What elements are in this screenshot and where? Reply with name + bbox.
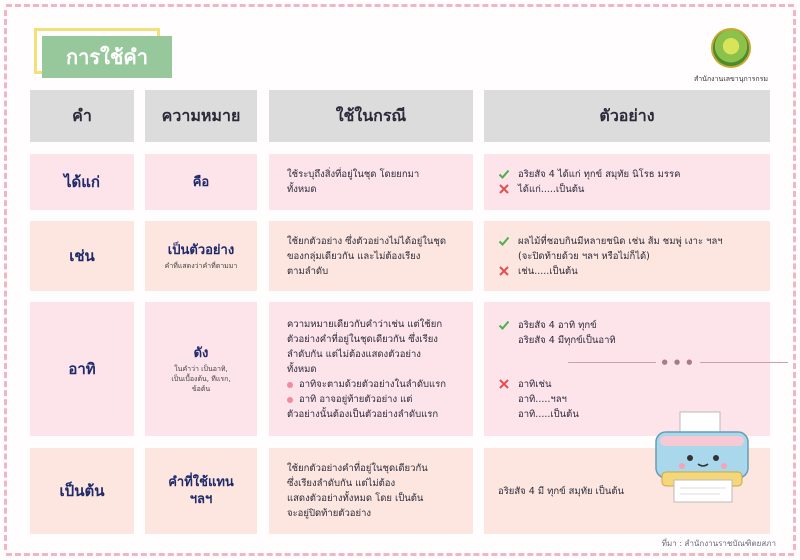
row1-meaning xyxy=(145,154,257,210)
bullet-icon xyxy=(287,397,293,403)
row4-example-text: อริยสัจ 4 มี ทุกข์ สมุทัย เป็นต้น xyxy=(498,485,624,497)
row2-example xyxy=(484,221,770,291)
row3-usage-line4: ทั้งหมด xyxy=(287,363,317,375)
row3-usage-bullet2-cont: ตัวอย่างนั้นต้องเป็นตัวอย่างลำดับแรก xyxy=(287,408,439,420)
row1-example xyxy=(484,154,770,210)
header-usage: ใช้ในกรณี xyxy=(269,90,473,142)
title-badge xyxy=(34,28,174,80)
row2-example-wrong xyxy=(498,264,760,279)
check-icon xyxy=(498,235,510,247)
row3-meaning-note-1: ในคำว่า เป็นอาทิ, xyxy=(174,364,228,373)
row3-usage-line1: ความหมายเดียวกับคำว่าเช่น แต่ใช้ยก xyxy=(287,318,443,330)
row4-usage xyxy=(269,448,473,534)
row4-usage-line3: แสดงตัวอย่างทั้งหมด โดย เป็นต้น xyxy=(287,493,424,504)
row1-usage-line2: ทั้งหมด xyxy=(287,184,317,195)
page-title: การใช้คำ xyxy=(65,45,149,69)
row3-usage-bullet1 xyxy=(287,377,461,392)
cross-icon xyxy=(498,183,510,195)
row1-example-wrong xyxy=(498,182,760,197)
row4-meaning-line1: คำที่ใช้แทน xyxy=(168,475,234,490)
row4-usage-line4: จะอยู่ปิดท้ายตัวอย่าง xyxy=(287,508,372,519)
row2-example-wrong-text: เช่น.....เป็นต้น xyxy=(518,265,578,277)
row4-meaning xyxy=(145,448,257,534)
cross-icon xyxy=(498,378,510,390)
separator: ● ● ● xyxy=(568,355,788,370)
row2-example-correct-note: (จะปิดท้ายด้วย ฯลฯ หรือไม่ก็ได้) xyxy=(518,250,650,262)
row4-meaning-line2: ฯลฯ xyxy=(189,492,213,507)
frame-bottom xyxy=(6,553,794,556)
row3-usage-line3: ลำดับกัน แต่ไม่ต้องแสดงตัวอย่าง xyxy=(287,348,421,360)
row2-meaning xyxy=(145,221,257,291)
row2-example-correct xyxy=(498,234,760,249)
row1-usage-line1: ใช้ระบุถึงสิ่งที่อยู่ในชุด โดยยกมา xyxy=(287,169,420,180)
row3-word: อาทิ xyxy=(30,302,134,436)
agency-name: สำนักงานเลขานุการกรม xyxy=(693,75,769,83)
header-meaning: ความหมาย xyxy=(145,90,257,142)
row3-meaning-text: ดัง xyxy=(193,345,209,361)
header-example: ตัวอย่าง xyxy=(484,90,770,142)
row2-usage xyxy=(269,221,473,291)
row2-usage-line3: ตามลำดับ xyxy=(287,265,329,277)
row1-example-wrong-text: ได้แก่.....เป็นต้น xyxy=(518,184,585,195)
row3-example-wrong-3: อาทิ.....เป็นต้น xyxy=(518,409,579,420)
row2-usage-line1: ใช้ยกตัวอย่าง ซึ่งตัวอย่างไม่ได้อยู่ในชุด xyxy=(287,235,447,247)
row2-example-correct-text: ผลไม้ที่ชอบกินมีหลายชนิด เช่น ส้ม ชมพู่ เงาะ ฯลฯ xyxy=(518,235,723,247)
header-word: คำ xyxy=(30,90,134,142)
row3-meaning-note-2: เป็นเบื้องต้น, ทีแรก, xyxy=(171,374,231,383)
row1-example-correct-text: อริยสัจ 4 ได้แก่ ทุกข์ สมุทัย นิโรธ มรรค xyxy=(518,169,681,180)
agency-logo xyxy=(688,28,774,85)
row3-example-wrong-1 xyxy=(498,377,760,392)
frame-top xyxy=(6,4,794,7)
row3-meaning-note-3: ข้อต้น xyxy=(191,384,211,393)
bullet-icon xyxy=(287,382,293,388)
cross-icon xyxy=(498,265,510,277)
source-note: ที่มา : สำนักงานราชบัณฑิตยสภา xyxy=(661,539,776,548)
row3-meaning xyxy=(145,302,257,436)
row3-usage-bullet2 xyxy=(287,392,461,407)
row3-example-wrong-2: อาทิ.....ฯลฯ xyxy=(518,394,567,405)
row3-example-correct-1-text: อริยสัจ 4 อาทิ ทุกข์ xyxy=(518,320,597,331)
row1-example-correct xyxy=(498,167,760,182)
row2-meaning-text: เป็นตัวอย่าง xyxy=(167,242,235,258)
row1-word: ได้แก่ xyxy=(30,154,134,210)
row3-usage-line2: ตัวอย่างคำที่อยู่ในชุดเดียวกัน ซึ่งเรียง xyxy=(287,333,438,345)
frame-left xyxy=(4,10,7,550)
row4-usage-line2: ซึ่งเรียงลำดับกัน แต่ไม่ต้อง xyxy=(287,478,396,489)
row1-meaning-text: คือ xyxy=(192,174,210,190)
row3-usage xyxy=(269,302,473,436)
check-icon xyxy=(498,168,510,180)
frame-right xyxy=(793,10,796,550)
row3-usage-bullet2-text: อาทิ อาจอยู่ท้ายตัวอย่าง แต่ xyxy=(299,393,413,405)
row3-usage-bullet1-text: อาทิจะตามด้วยตัวอย่างในลำดับแรก xyxy=(299,378,447,390)
row2-usage-line2: ของกลุ่มเดียวกัน และไม่ต้องเรียง xyxy=(287,250,421,262)
row3-example-correct-2: อริยสัจ 4 มีทุกข์เป็นอาทิ xyxy=(518,335,616,346)
row3-example-correct-1 xyxy=(498,318,760,333)
row3-example-wrong-1-text: อาทิเช่น xyxy=(518,379,552,390)
agency-seal-logo xyxy=(711,28,751,68)
row2-word: เช่น xyxy=(30,221,134,291)
printer-illustration xyxy=(650,410,756,506)
row1-usage xyxy=(269,154,473,210)
row2-meaning-note: คำที่แสดงว่าคำที่ตามมา xyxy=(164,261,238,270)
title-box xyxy=(42,36,172,78)
check-icon xyxy=(498,319,510,331)
row4-usage-line1: ใช้ยกตัวอย่างคำที่อยู่ในชุดเดียวกัน xyxy=(287,463,428,474)
row4-word: เป็นต้น xyxy=(30,448,134,534)
